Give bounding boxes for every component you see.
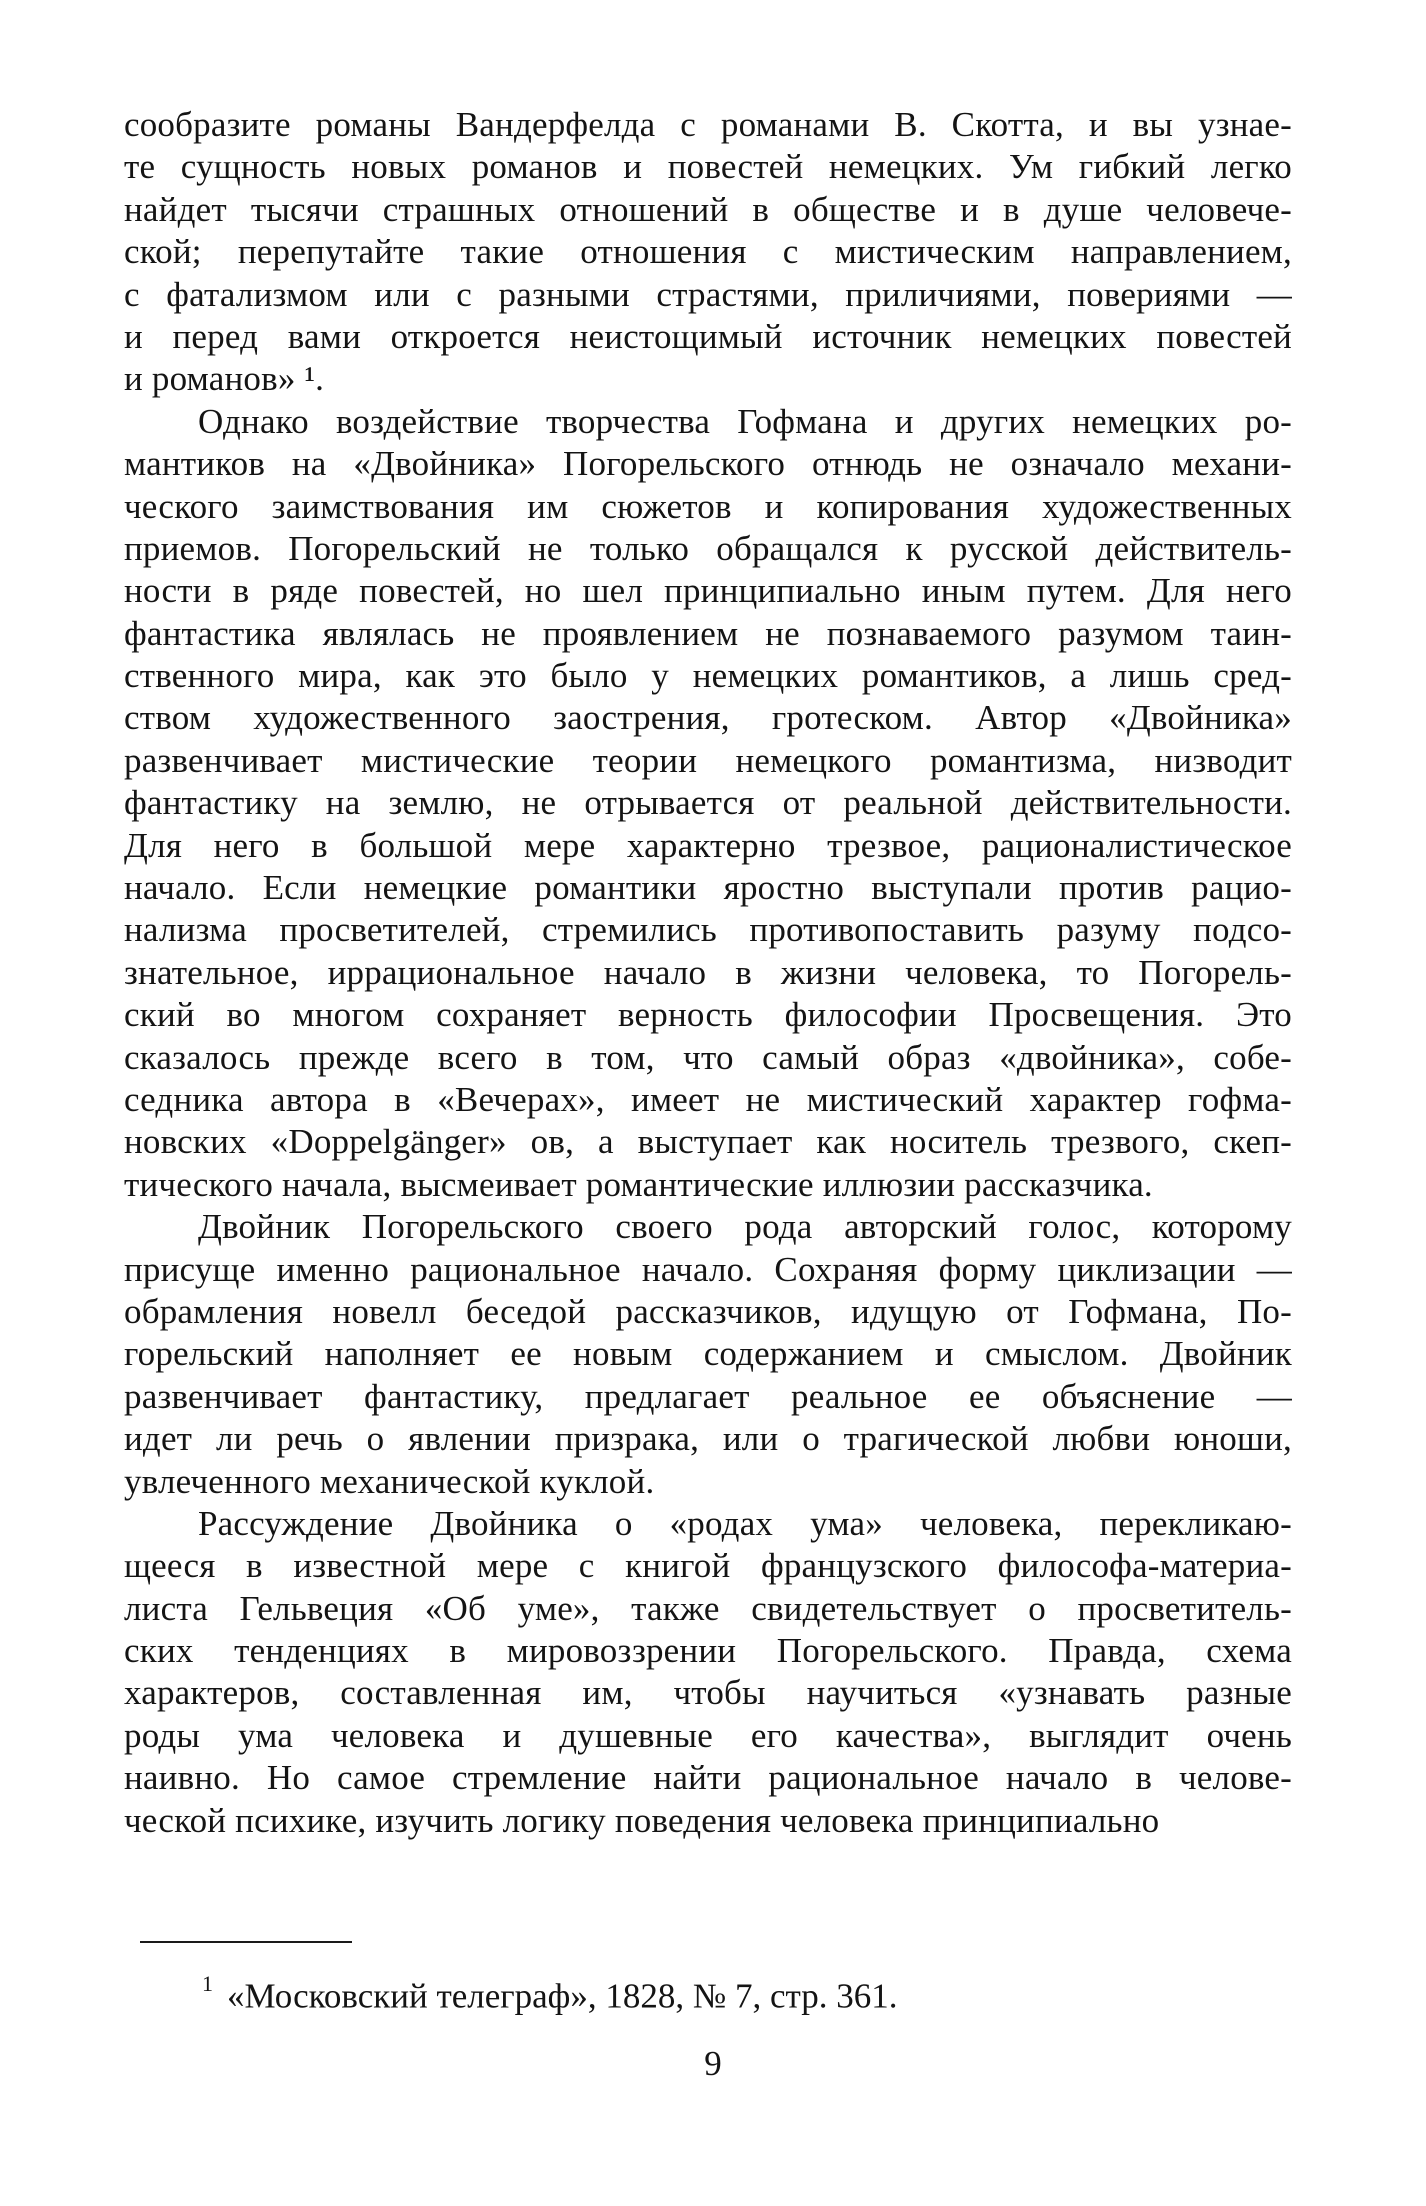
text-line: и перед вами откроется неистощимый источник немецких повестей [124, 316, 1292, 356]
text-line: и романов» ¹. [124, 359, 325, 399]
text-line: характеров, составленная им, чтобы научиться «узнавать разные [124, 1673, 1292, 1713]
text-line: фантастика являлась не проявлением не познаваемого разумом таин- [124, 613, 1292, 653]
text-line: увлеченного механической куклой. [124, 1461, 655, 1501]
text-line: новских «Doppelgänger» ов, а выступает как носитель трезвого, скеп- [124, 1122, 1292, 1162]
paragraph [124, 104, 1292, 401]
text-line: развенчивает мистические теории немецкого романтизма, низводит [124, 740, 1292, 780]
text-line: Для него в большой мере характерно трезвое, рационалистическое [124, 825, 1292, 865]
text-line: начало. Если немецкие романтики яростно выступали против рацио- [124, 868, 1292, 908]
text-line: ческого заимствования им сюжетов и копирования художественных [124, 486, 1292, 526]
footnote-mark: 1 [202, 1971, 213, 1996]
text-line: приемов. Погорельский не только обращался к русской действитель- [124, 528, 1292, 568]
text-line: найдет тысячи страшных отношений в обществе и в душе человече- [124, 189, 1292, 229]
text-line: нализма просветителей, стремились противопоставить разуму подсо- [124, 910, 1292, 950]
paragraph [124, 401, 1292, 1206]
text-line: наивно. Но самое стремление найти рациональное начало в челове- [124, 1758, 1292, 1798]
text-line: ством художественного заострения, гротеском. Автор «Двойника» [124, 698, 1292, 738]
text-line: ственного мира, как это было у немецких романтиков, а лишь сред- [124, 656, 1292, 696]
page-body [124, 104, 1292, 1842]
footnote-divider [140, 1941, 352, 1943]
text-line: листа Гельвеция «Об уме», также свидетельствует о просветитель- [124, 1588, 1292, 1628]
text-line: Двойник Погорельского своего рода авторский голос, которому [198, 1207, 1292, 1247]
text-line: развенчивает фантастику, предлагает реальное ее объяснение — [124, 1376, 1292, 1416]
text-line: с фатализмом или с разными страстями, приличиями, повериями — [124, 274, 1292, 314]
text-line: обрамления новелл беседой рассказчиков, идущую от Гофмана, По- [124, 1291, 1292, 1331]
text-line: мантиков на «Двойника» Погорельского отнюдь не означало механи- [124, 444, 1292, 484]
text-line: Однако воздействие творчества Гофмана и других немецких ро- [198, 401, 1292, 441]
text-line: Рассуждение Двойника о «родах ума» человека, перекликаю- [198, 1503, 1292, 1543]
footnote [202, 1966, 898, 2019]
text-line: ности в ряде повестей, но шел принципиально иным путем. Для него [124, 571, 1292, 611]
text-line: присуще именно рациональное начало. Сохраняя форму циклизации — [124, 1249, 1292, 1289]
text-line: сказалось прежде всего в том, что самый образ «двойника», собе- [124, 1037, 1292, 1077]
text-line: ских тенденциях в мировоззрении Погорельского. Правда, схема [124, 1631, 1292, 1671]
text-line: сообразите романы Вандерфелда с романами В. Скотта, и вы узнае- [124, 105, 1292, 144]
text-line: роды ума человека и душевные его качества», выглядит очень [124, 1715, 1292, 1755]
paragraph [124, 1206, 1292, 1503]
paragraph [124, 1503, 1292, 1842]
text-line: фантастику на землю, не отрывается от реальной действительности. [124, 783, 1292, 823]
text-line: ческой психике, изучить логику поведения человека принципиально [124, 1800, 1160, 1840]
text-line: ский во многом сохраняет верность философии Просвещения. Это [124, 995, 1292, 1035]
text-line: щееся в известной мере с книгой французского философа-материа- [124, 1546, 1292, 1586]
text-line: знательное, иррациональное начало в жизни человека, то Погорель- [124, 952, 1292, 992]
text-line: седника автора в «Вечерах», имеет не мистический характер гофма- [124, 1079, 1292, 1119]
text-line: те сущность новых романов и повестей немецких. Ум гибкий легко [124, 147, 1292, 187]
footnote-text: «Московский телеграф», 1828, № 7, стр. 361. [227, 1976, 898, 2016]
text-line: ской; перепутайте такие отношения с мистическим направлением, [124, 232, 1292, 272]
text-line: тического начала, высмеивает романтические иллюзии рассказчика. [124, 1164, 1153, 1204]
page-number: 9 [704, 2044, 722, 2083]
text-line: идет ли речь о явлении призрака, или о трагической любви юноши, [124, 1419, 1292, 1459]
text-line: горельский наполняет ее новым содержанием и смыслом. Двойник [124, 1334, 1292, 1374]
